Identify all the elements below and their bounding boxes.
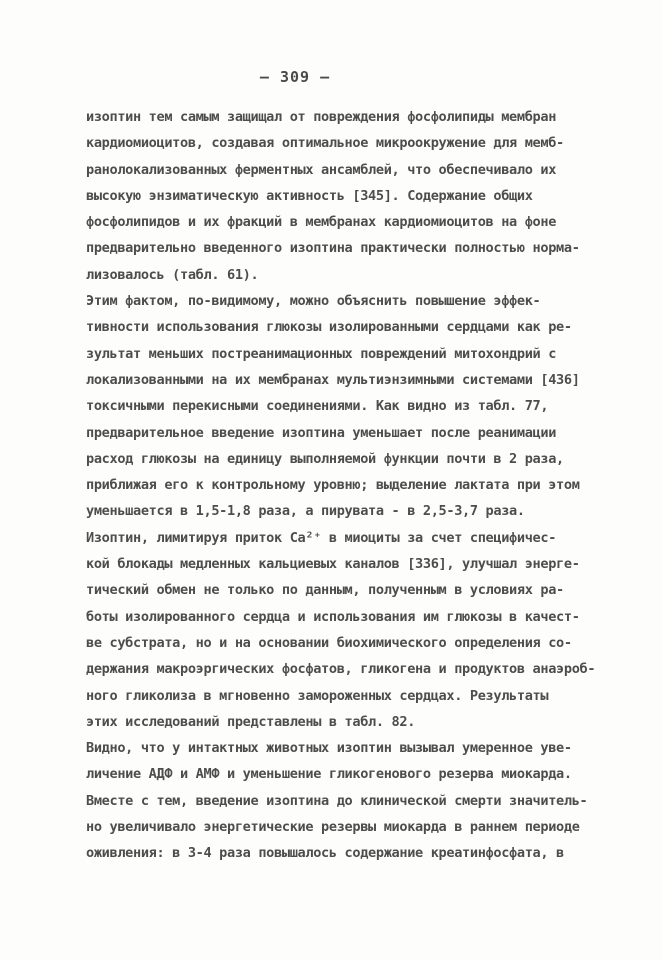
text-line: оживления: в 3-4 раза повышалось содержание креатинфосфата, в [86,845,564,862]
text-line: фосфолипидов и их фракций в мембранах кардиомиоцитов на фоне [86,214,557,231]
text-line: высокую энзиматическую активность [345]. Содержание общих [86,187,533,204]
body-text [86,104,604,867]
text-line: уменьшается в 1,5-1,8 раза, а пирувата - в 2,5-3,7 раза. [86,503,525,520]
text-line: Этим фактом, по-видимому, можно объяснить повышение эффек- [86,293,541,310]
text-line: Вместе с тем, введение изоптина до клинической смерти значитель- [86,792,588,809]
text-line: изоптин тем самым защищал от повреждения фосфолипиды мембран [86,109,557,125]
text-line: приближая его к контрольному уровню; выделение лактата при этом [86,477,580,494]
text-line: ве субстрата, но и на основании биохимического определения со- [86,634,572,651]
text-line: держания макроэргических фосфатов, гликогена и продуктов анаэроб- [86,661,596,678]
text-line: локализованными на их мембранах мультиэнзимными системами [436] [86,371,580,388]
text-line: токсичными перекисными соединениями. Как видно из табл. 77, [86,398,549,415]
text-line: ранолокализованных ферментных ансамблей, что обеспечивало их [86,161,557,178]
text-line: боты изолированного сердца и использования им глюкозы в качест- [86,608,580,625]
page-number: – 309 – [259,68,331,86]
text-line: личение АДФ и АМФ и уменьшение гликогенового резерва миокарда. [86,766,572,783]
text-line: этих исследований представлены в табл. 82. [86,713,416,730]
text-line: лизовалось (табл. 61). [86,266,259,283]
text-line: Видно, что у интактных животных изоптин вызывал умеренное уве- [86,740,572,757]
text-line: предварительно введенного изоптина практически полностью норма- [86,240,580,257]
text-line: тивности использования глюкозы изолированными сердцами как ре- [86,319,572,336]
text-line: но увеличивало энергетические резервы миокарда в раннем периоде [86,819,580,836]
text-line: предварительное введение изоптина уменьшает после реанимации [86,424,557,441]
text-line: кардиомиоцитов, создавая оптимальное микроокружение для мемб- [86,135,564,152]
text-line: тический обмен не только по данным, полученным в условиях ра- [86,582,564,599]
text-line: ного гликолиза в мгновенно замороженных сердцах. Результаты [86,687,549,704]
text-line: кой блокады медленных кальциевых каналов [336], улучшал энерге- [86,556,580,573]
text-line: расход глюкозы на единицу выполняемой функции почти в 2 раза, [86,450,564,467]
text-line: зультат меньших постреанимационных повреждений митохондрий с [86,345,557,362]
text-line: Изоптин, лимитируя приток Ca²⁺ в миоциты за счет специфичес- [86,529,557,546]
